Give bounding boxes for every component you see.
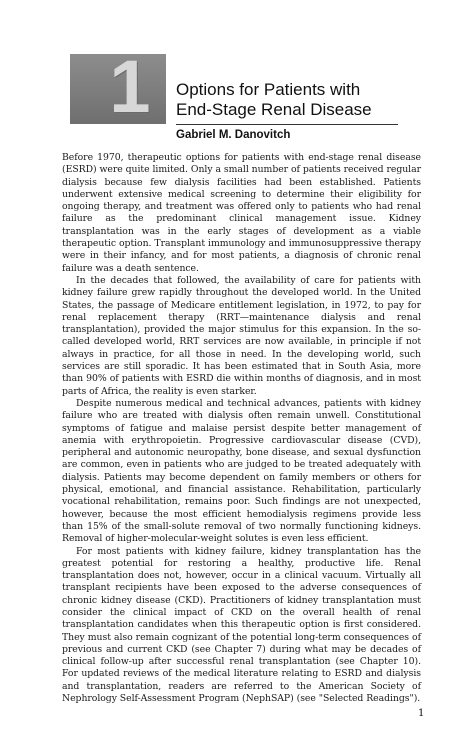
chapter-title-line-1: Options for Patients with <box>176 80 361 99</box>
paragraph-1: Before 1970, therapeutic options for patients with end-stage renal disease (ESRD) were quite limited. Only a small number of patients received regular dialysis because few dialysis facilities had been established. Patients underwent extensive medical screening to determine their eligibility for ongoing therapy, and treatment was offered only to patients who had renal failure as the predominant clinical management issue. Kidney transplantation was in the early stages of development as a viable therapeutic option. Transplant immunology and immunosuppressive therapy were in their infancy, and for most patients, a diagnosis of chronic renal failure was a death sentence. <box>62 152 421 274</box>
body-text <box>62 152 421 705</box>
chapter-title-line-2: End-Stage Renal Disease <box>176 100 372 119</box>
page-number: 1 <box>418 708 425 719</box>
title-divider <box>176 124 398 125</box>
chapter-author: Gabriel M. Danovitch <box>176 129 291 141</box>
chapter-number: 1 <box>109 45 151 128</box>
paragraph-3: Despite numerous medical and technical advances, patients with kidney failure who are treated with dialysis often remain unwell. Constitutional symptoms of fatigue and malaise persist despite better management of anemia with erythropoietin. Progressive cardiovascular disease (CVD), peripheral and autonomic neuropathy, bone disease, and sexual dysfunction are common, even in patients who are judged to be treated adequately with dialysis. Patients may become dependent on family members or others for physical, emotional, and financial assistance. Rehabilitation, particularly vocational rehabilitation, remains poor. Such findings are not unexpected, however, because the most efficient hemodialysis regimens provide less than 15% of the small-solute removal of two normally functioning kidneys. Removal of higher-molecular-weight solutes is even less efficient. <box>62 397 421 545</box>
chapter-title <box>176 80 406 120</box>
paragraph-2: In the decades that followed, the availability of care for patients with kidney failure grew rapidly throughout the developed world. In the United States, the passage of Medicare entitlement legislation, in 1972, to pay for renal replacement therapy (RRT—maintenance dialysis and renal transplantation), provided the major stimulus for this expansion. In the so-called developed world, RRT services are now available, in principle if not always in practice, for all those in need. In the developing world, such services are still sporadic. It has been estimated that in South Asia, more than 90% of patients with ESRD die within months of diagnosis, and in most parts of Africa, the reality is even starker. <box>62 274 421 397</box>
paragraph-4: For most patients with kidney failure, kidney transplantation has the greatest potential for restoring a healthy, productive life. Renal transplantation does not, however, occur in a clinical vacuum. Virtually all transplant recipients have been exposed to the adverse consequences of chronic kidney disease (CKD). Practitioners of kidney transplantation must consider the clinical impact of CKD on the overall health of renal transplantation candidates when this therapeutic option is first considered. They must also remain cognizant of the potential long-term consequences of previous and current CKD (see Chapter 7) during what may be decades of clinical follow-up after successful renal transplantation (see Chapter 10). For updated reviews of the medical literature relating to ESRD and dialysis and transplantation, readers are referred to the American Society of Nephrology Self-Assessment Program (NephSAP) (see "Selected Readings"). <box>62 545 421 705</box>
